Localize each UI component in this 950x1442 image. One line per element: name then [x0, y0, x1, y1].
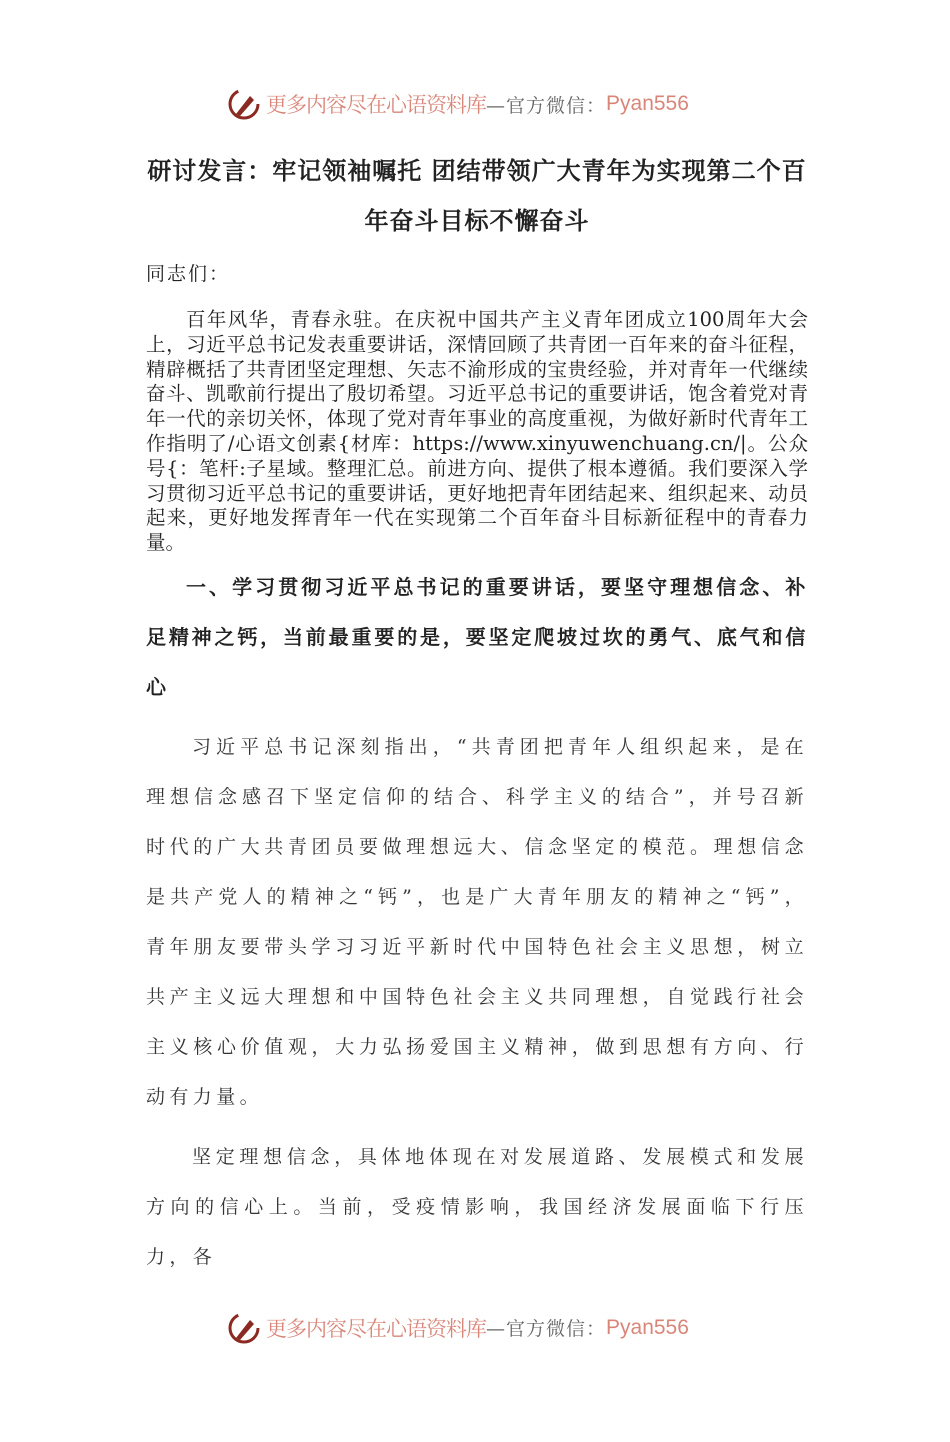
- pen-logo-icon: [226, 1310, 262, 1346]
- paragraph-intro: 百年风华，青春永驻。在庆祝中国共产主义青年团成立100周年大会上，习近平总书记发表重要讲话，深情回顾了共青团一百年来的奋斗征程，精辟概括了共青团坚定理想、矢志不渝形成的宝贵经验，并对青年一代继续奋斗、凯歌前行提出了殷切希望。习近平总书记的重要讲话，饱含着党对青年一代的亲切关怀，体现了党对青年事业的高度重视，为做好新时代青年工作指明了/心语文创素{材库：https://www.xinyuwenchuang.cn/|。公众号{：笔杆:子星域。整理汇总。前进方向、提供了根本遵循。我们要深入学习贯彻习近平总书记的重要讲话，更好地把青年团结起来、组织起来、动员起来，更好地发挥青年一代在实现第二个百年奋斗目标新征程中的青春力量。: [146, 308, 808, 555]
- paragraph: 坚定理想信念，具体地体现在对发展道路、发展模式和发展方向的信心上。当前，受疫情影响，我国经济发展面临下行压力，各: [146, 1145, 808, 1268]
- paragraph: 习近平总书记深刻指出，“共青团把青年人组织起来，是在理想信念感召下坚定信仰的结合、科学主义的结合”，并号召新时代的广大共青团员要做理想远大、信念坚定的模范。理想信念是共产党人的精神之“钙”，也是广大青年朋友的精神之“钙”，青年朋友要带头学习习近平新时代中国特色社会主义思想，树立共产主义远大理想和中国特色社会主义共同理想，自觉践行社会主义核心价值观，大力弘扬爱国主义精神，做到思想有方向、行动有力量。: [146, 735, 808, 1108]
- banner-wechat-id: Pyan556: [606, 92, 689, 115]
- banner-text: 更多内容尽在心语资料库: [266, 93, 486, 117]
- banner-text: 更多内容尽在心语资料库: [266, 1316, 486, 1341]
- banner-wechat-label: —官方微信：: [486, 94, 607, 117]
- section-heading-1: 一、学习贯彻习近平总书记的重要讲话，要坚守理想信念、补足精神之钙，当前最重要的是，要坚定爬坡过坎的勇气、底气和信心: [146, 574, 808, 699]
- greeting: 同志们：: [146, 263, 231, 285]
- banner-wechat-id: Pyan556: [606, 1315, 689, 1339]
- header-banner: [226, 82, 726, 126]
- banner-wechat-label: —官方微信：: [486, 1318, 607, 1341]
- document-body: [146, 126, 808, 1282]
- document-title: 研讨发言：牢记领袖嘱托 团结带领广大青年为实现第二个百年奋斗目标不懈奋斗: [147, 156, 807, 235]
- footer-banner: [226, 1282, 726, 1350]
- pen-logo-icon: [226, 86, 262, 122]
